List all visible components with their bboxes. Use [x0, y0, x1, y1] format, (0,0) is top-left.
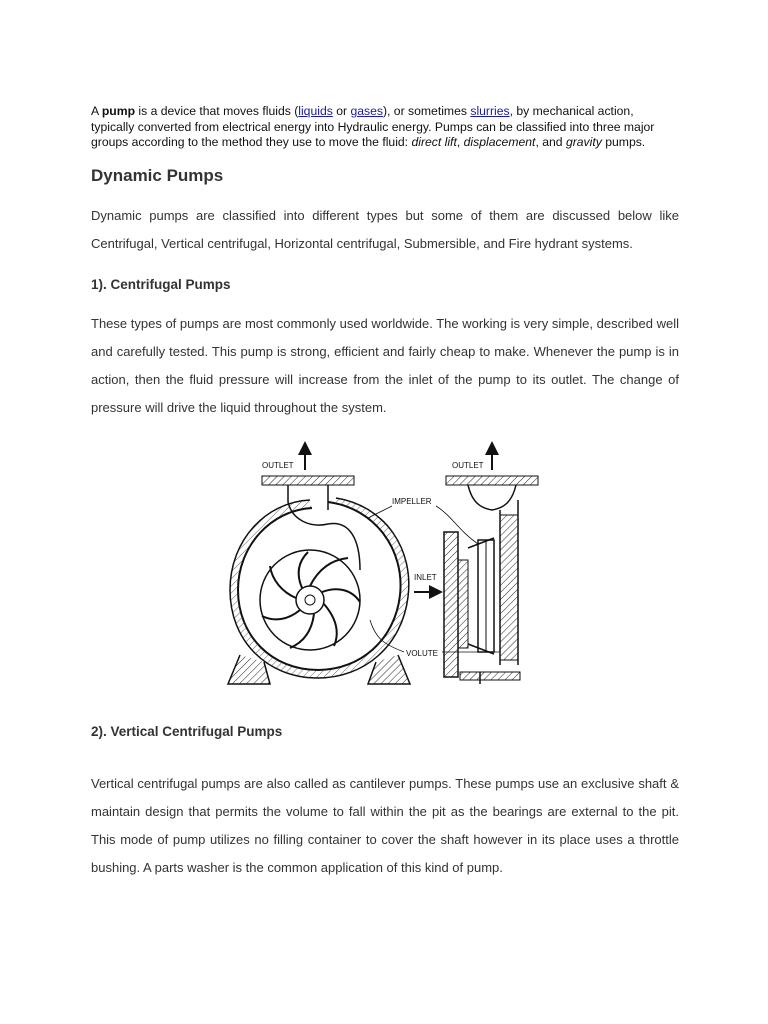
intro-text: , — [456, 135, 464, 150]
intro-text: pumps. — [601, 135, 646, 150]
displacement-term: displacement — [463, 135, 536, 150]
dynamic-pumps-paragraph: Dynamic pumps are classified into different types but some of them are discussed below like Centrifugal, Vertical centrifugal, Horizontal centrifugal, Submersible, and Fire hydrant systems. — [91, 208, 679, 251]
liquids-link[interactable]: liquids — [298, 104, 333, 119]
section-view — [368, 448, 538, 684]
dynamic-pumps-heading: Dynamic Pumps — [91, 166, 224, 185]
inlet-label: INLET — [414, 573, 437, 582]
gases-link[interactable]: gases — [350, 104, 383, 119]
intro-paragraph — [91, 104, 679, 151]
gravity-term: gravity — [565, 135, 602, 150]
volute-label: VOLUTE — [406, 649, 439, 658]
centrifugal-pump-diagram — [200, 440, 570, 690]
intro-text: is a device that moves fluids ( — [135, 104, 299, 119]
intro-text: or — [332, 104, 351, 119]
impeller-label: IMPELLER — [392, 497, 432, 506]
intro-text: , and — [535, 135, 566, 150]
centrifugal-pumps-paragraph: These types of pumps are most commonly used worldwide. The working is very simple, described well and carefully tested. This pump is strong, efficient and fairly cheap to make. Whenever the pump is in action, then the fluid pressure will increase from the inlet of the pump to its outlet. The change of pressure will drive the liquid throughout the system. — [91, 316, 679, 415]
pump-term: pump — [101, 104, 136, 119]
pump-drawing — [200, 440, 570, 690]
vertical-centrifugal-heading: 2). Vertical Centrifugal Pumps — [91, 724, 283, 739]
outlet-label-left: OUTLET — [262, 461, 294, 470]
centrifugal-pumps-heading: 1). Centrifugal Pumps — [91, 277, 231, 292]
intro-text: , by mechanical action, typically converted from electrical energy into Hydraulic energy. Pumps can be classified into three major groups according to the method they use to move the fluid: — [91, 104, 655, 150]
slurries-link[interactable]: slurries — [470, 104, 510, 119]
front-view — [228, 448, 410, 684]
direct-lift-term: direct lift — [411, 135, 457, 150]
vertical-centrifugal-paragraph: Vertical centrifugal pumps are also called as cantilever pumps. These pumps use an exclusive shaft & maintain design that permits the volume to fall within the pit as the bearings are external to the pit. This mode of pump utilizes no filling container to cover the shaft however in its place uses a throttle bushing. A parts washer is the common application of this kind of pump. — [91, 776, 679, 875]
outlet-label-right: OUTLET — [452, 461, 484, 470]
intro-text: A — [91, 104, 102, 119]
intro-text: ), or sometimes — [382, 104, 471, 119]
